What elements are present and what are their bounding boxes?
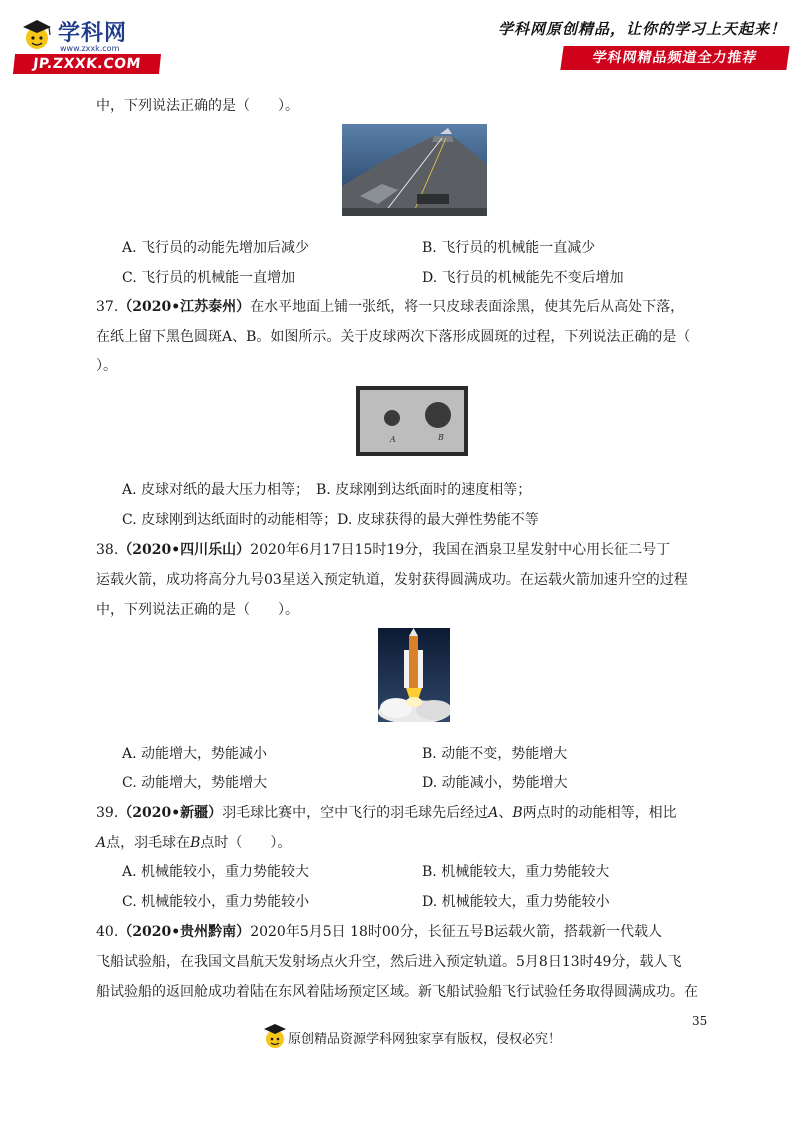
q39-point-b: B <box>512 805 523 821</box>
q39-stem-1b: 、 <box>498 805 513 821</box>
q38-option-b: B. 动能不变，势能增大 <box>422 746 568 762</box>
q39-option-c: C. 机械能较小，重力势能较小 <box>122 894 310 910</box>
q40-stem-2: 飞船试验船，在我国文昌航天发射场点火升空，然后进入预定轨道。5月8日13时49分，载人飞 <box>96 954 682 970</box>
q37-stem-2: 在纸上留下黑色圆斑A、B。如图所示。关于皮球两次下落形成圆斑的过程，下列说法正确的是（ <box>96 329 691 345</box>
site-logo[interactable] <box>14 14 164 76</box>
q38-option-c: C. 动能增大，势能增大 <box>122 775 268 791</box>
q40-number: 40. <box>96 924 119 940</box>
q39-stem-2b: 点，羽毛球在 <box>106 835 191 851</box>
page-number: 35 <box>692 1014 708 1028</box>
q40-source: （2020•贵州黔南） <box>118 924 251 940</box>
q38-stem-1: 2020年6月17日15时19分，我国在酒泉卫星发射中心用长征二号丁 <box>250 542 671 558</box>
q39-point-b-2: B <box>190 835 201 851</box>
q37-options-line-1: A. 皮球对纸的最大压力相等； B. 皮球刚到达纸面时的速度相等； <box>122 482 532 498</box>
q38-stem-2: 运载火箭，成功将高分九号03星送入预定轨道，发射获得圆满成功。在运载火箭加速升空的过程 <box>96 572 688 588</box>
q39-stem-1a: 羽毛球比赛中，空中飞行的羽毛球先后经过 <box>222 805 489 821</box>
q39-option-b: B. 机械能较大，重力势能较大 <box>422 864 610 880</box>
q37-source: （2020•江苏泰州） <box>118 299 251 315</box>
q39-stem-line-2 <box>96 833 291 853</box>
q39-stem-2d: 点时（ ）。 <box>200 835 292 851</box>
q36-option-d: D. 飞行员的机械能先不变后增加 <box>422 270 624 286</box>
q38-stem-3: 中，下列说法正确的是（ ）。 <box>96 602 299 618</box>
q36-option-a: A. 飞行员的动能先增加后减少 <box>122 240 310 256</box>
q39-number: 39. <box>96 805 119 821</box>
logo-banner: JP.ZXXK.COM <box>13 54 161 74</box>
header-slogan: 学科网原创精品，让你的学习上天起来！ <box>497 20 786 38</box>
q37-stem-1: 在水平地面上铺一张纸，将一只皮球表面涂黑，使其先后从高处下落， <box>250 299 685 315</box>
q39-stem-1c: 两点时的动能相等，相比 <box>522 805 677 821</box>
q38-option-d: D. 动能减小，势能增大 <box>422 775 568 791</box>
q37-number: 37. <box>96 299 119 315</box>
aircraft-carrier-image <box>342 124 487 216</box>
mascot-icon <box>20 18 54 52</box>
q39-stem-line-1 <box>96 803 677 823</box>
q40-stem-line-1 <box>96 922 662 942</box>
q38-source: （2020•四川乐山） <box>118 542 251 558</box>
q37-stem-3: ）。 <box>96 358 117 374</box>
q37-options-line-2: C. 皮球刚到达纸面时的动能相等；D. 皮球获得的最大弹性势能不等 <box>122 512 539 528</box>
q36-option-c: C. 飞行员的机械能一直增加 <box>122 270 296 286</box>
q37-stem-line-1 <box>96 297 684 317</box>
q39-option-d: D. 机械能较大，重力势能较小 <box>422 894 610 910</box>
q36-stem-tail: 中，下列说法正确的是（ ）。 <box>96 98 299 114</box>
q39-option-a: A. 机械能较小，重力势能较大 <box>122 864 310 880</box>
spot-label-a: A <box>390 435 396 444</box>
mascot-icon <box>262 1022 288 1050</box>
q39-point-a-2: A <box>96 835 107 851</box>
copyright-text: 原创精品资源学科网独家享有版权，侵权必究！ <box>288 1032 562 1047</box>
logo-small-url: www.zxxk.com <box>60 44 120 53</box>
channel-banner: 学科网精品频道全力推荐 <box>560 46 789 70</box>
paper-spots-image <box>356 386 468 456</box>
q40-stem-3: 船试验船的返回舱成功着陆在东风着陆场预定区域。新飞船试验船飞行试验任务取得圆满成功。在 <box>96 984 698 1000</box>
q38-option-a: A. 动能增大，势能减小 <box>122 746 268 762</box>
q39-source: （2020•新疆） <box>118 805 223 821</box>
spot-label-b: B <box>438 433 444 442</box>
logo-text: 学科网 <box>58 21 128 46</box>
q38-number: 38. <box>96 542 119 558</box>
q39-point-a: A <box>488 805 499 821</box>
q38-stem-line-1 <box>96 540 670 560</box>
q40-stem-1: 2020年5月5日 18时00分，长征五号B运载火箭，搭载新一代载人 <box>250 924 662 940</box>
q36-option-b: B. 飞行员的机械能一直减少 <box>422 240 596 256</box>
rocket-launch-image <box>378 628 450 722</box>
